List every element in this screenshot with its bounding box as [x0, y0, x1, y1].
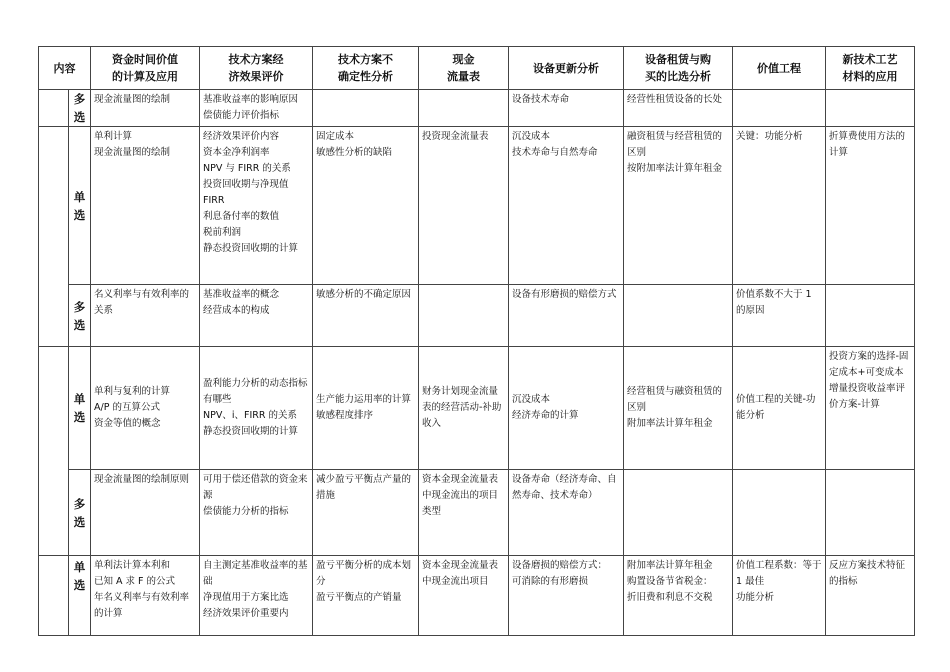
table-cell: 固定成本 敏感性分析的缺陷: [313, 127, 419, 285]
table-row: [39, 556, 915, 636]
row-label: 多选: [69, 470, 91, 556]
table-cell: 敏感分析的不确定原因: [313, 285, 419, 347]
table-cell: 沉没成本 技术寿命与自然寿命: [509, 127, 624, 285]
col-header-uncertainty: 技术方案不 确定性分析: [313, 47, 419, 90]
row-label: 多选: [69, 90, 91, 127]
col-header-value-engineering: 价值工程: [733, 47, 826, 90]
table-cell: 单利与复利的计算 A/P 的互算公式 资金等值的概念: [91, 347, 200, 470]
table-cell: 设备磨损的赔偿方式： 可消除的有形磨损: [509, 556, 624, 636]
table-cell: 关键：功能分析: [733, 127, 826, 285]
table-cell: 基准收益率的概念 经营成本的构成: [200, 285, 313, 347]
table-cell: 投资现金流量表: [419, 127, 509, 285]
col-header-lease-purchase: 设备租赁与购 买的比选分析: [624, 47, 733, 90]
row-label: 单选: [69, 127, 91, 285]
table-cell: [419, 90, 509, 127]
table-cell: 现金流量图的绘制原则: [91, 470, 200, 556]
table-cell: 现金流量图的绘制: [91, 90, 200, 127]
table-cell: 可用于偿还借款的资金来源 偿债能力分析的指标: [200, 470, 313, 556]
table-cell: 资本金现金流量表中现金流出项目: [419, 556, 509, 636]
table-row: [39, 285, 915, 347]
table-cell: 折算费使用方法的计算: [826, 127, 915, 285]
table-cell: 融资租赁与经营租赁的区别 按附加率法计算年租金: [624, 127, 733, 285]
table-cell: 生产能力运用率的计算 敏感程度排序: [313, 347, 419, 470]
table-cell: [419, 285, 509, 347]
col-header-new-technology: 新技术工艺 材料的应用: [826, 47, 915, 90]
table-cell: [733, 90, 826, 127]
row-label: 单选: [69, 347, 91, 470]
table-cell: 名义利率与有效利率的关系: [91, 285, 200, 347]
table-cell: 经济效果评价内容 资本金净利润率 NPV 与 FIRR 的关系 投资回收期与净现值 FIRR 利息备付率的数值 税前利润 静态投资回收期的计算: [200, 127, 313, 285]
col-header-time-value: 资金时间价值 的计算及应用: [91, 47, 200, 90]
exam-summary-table: [38, 46, 915, 636]
table-cell: 基准收益率的影响原因 偿债能力评价指标: [200, 90, 313, 127]
table-cell: 盈亏平衡分析的成本划分 盈亏平衡点的产销量: [313, 556, 419, 636]
table-cell: 资本金现金流量表中现金流出的项目类型: [419, 470, 509, 556]
table-cell: 价值系数不大于 1 的原因: [733, 285, 826, 347]
table-cell: [826, 90, 915, 127]
col-header-economic-evaluation: 技术方案经 济效果评价: [200, 47, 313, 90]
table-cell: 沉没成本 经济寿命的计算: [509, 347, 624, 470]
table-cell: 经营性租赁设备的长处: [624, 90, 733, 127]
header-row: [39, 47, 915, 90]
table-cell: [313, 90, 419, 127]
table-cell: [826, 470, 915, 556]
table-cell: [826, 285, 915, 347]
table-row: [39, 90, 915, 127]
table-cell: 单利计算 现金流量图的绘制: [91, 127, 200, 285]
table-row: [39, 347, 915, 470]
block-marker: [39, 347, 69, 556]
col-header-cash-flow: 现金 流量表: [419, 47, 509, 90]
table-cell: 设备有形磨损的赔偿方式: [509, 285, 624, 347]
table-cell: 投资方案的选择-固定成本+可变成本 增量投资收益率评价方案-计算: [826, 347, 915, 470]
table-cell: 反应方案技术特征的指标: [826, 556, 915, 636]
row-label: 多选: [69, 285, 91, 347]
table-cell: 设备寿命（经济寿命、自然寿命、技术寿命）: [509, 470, 624, 556]
table-cell: [624, 285, 733, 347]
table-cell: [624, 470, 733, 556]
table-cell: 自主测定基准收益率的基础 净现值用于方案比选 经济效果评价重要内: [200, 556, 313, 636]
table-row: [39, 127, 915, 285]
row-label: 单选: [69, 556, 91, 636]
table-cell: 财务计划现金流量表的经营活动-补助收入: [419, 347, 509, 470]
block-marker: [39, 90, 69, 127]
table-cell: 盈利能力分析的动态指标有哪些 NPV、i、FIRR 的关系 静态投资回收期的计算: [200, 347, 313, 470]
table-cell: [733, 470, 826, 556]
table-cell: 附加率法计算年租金 购置设备节省税金： 折旧费和利息不交税: [624, 556, 733, 636]
table-cell: 单利法计算本利和 已知 A 求 F 的公式 年名义利率与有效利率的计算: [91, 556, 200, 636]
table-cell: 经营租赁与融资租赁的区别 附加率法计算年租金: [624, 347, 733, 470]
table-cell: 价值工程系数：等于 1 最佳 功能分析: [733, 556, 826, 636]
table-cell: 价值工程的关键-功能分析: [733, 347, 826, 470]
block-marker: [39, 556, 69, 636]
table-cell: 减少盈亏平衡点产量的措施: [313, 470, 419, 556]
table-row: [39, 470, 915, 556]
col-header-equipment-update: 设备更新分析: [509, 47, 624, 90]
table-cell: 设备技术寿命: [509, 90, 624, 127]
block-marker: [39, 127, 69, 347]
header-corner: 内容: [39, 47, 91, 90]
